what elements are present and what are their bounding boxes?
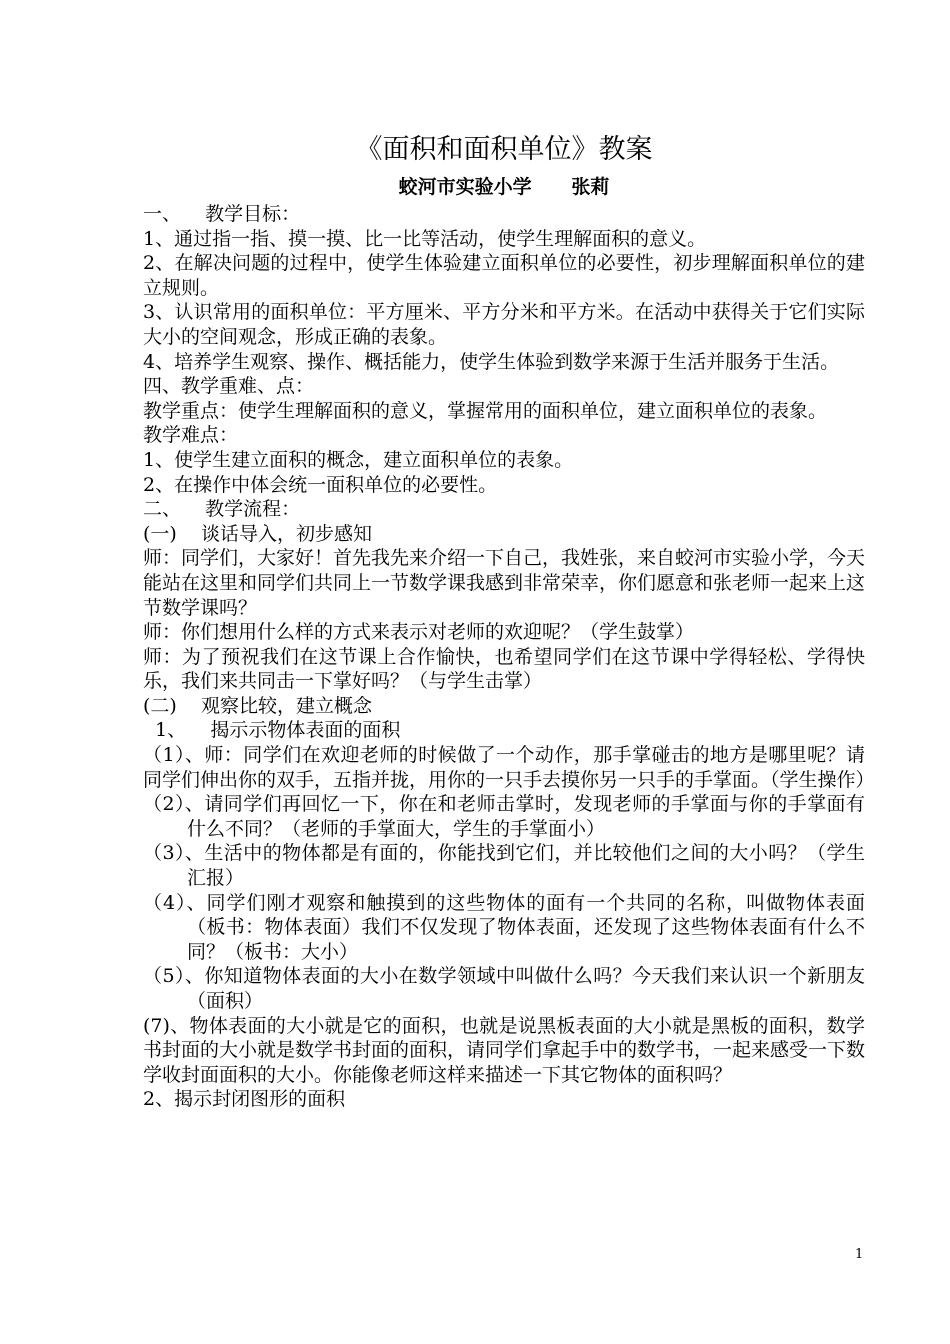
paragraph: 师：为了预祝我们在这节课上合作愉快，也希望同学们在这节课中学得轻松、学得快乐，我们来共同击一下掌好吗？（与学生击掌） <box>143 645 865 693</box>
paragraph: 师：你们想用什么样的方式来表示对老师的欢迎呢？（学生鼓掌） <box>143 621 695 644</box>
paragraph: 4、培养学生观察、操作、概括能力，使学生体验到数学来源于生活并服务于生活。 <box>143 350 840 373</box>
document-author: 蛟河市实验小学 张莉 <box>398 176 610 198</box>
paragraph: 教学重点：使学生理解面积的意义，掌握常用的面积单位，建立面积单位的表象。 <box>143 399 828 422</box>
paragraph: 2、在解决问题的过程中，使学生体验建立面积单位的必要性，初步理解面积单位的建立规则。 <box>143 252 865 299</box>
hanging-paragraph: （5）、你知道物体表面的大小在数学领域中叫做什么吗？今天我们来认识一个新朋友（面积） <box>143 965 865 1012</box>
page-number: 1 <box>855 1247 864 1262</box>
paragraph: 一、 教学目标： <box>143 203 301 225</box>
document-title: 《面积和面积单位》教案 <box>355 134 653 165</box>
paragraph: 2、揭示封闭图形的面积 <box>143 1088 346 1111</box>
paragraph: 师：同学们，大家好！首先我先来介绍一下自己，我姓张，来自蛟河市实验小学，今天能站在这里和同学们共同上一节数学课我感到非常荣幸，你们愿意和张老师一起来上这节数学课吗？ <box>143 547 866 619</box>
paragraph: 1、使学生建立面积的概念，建立面积单位的表象。 <box>143 448 574 471</box>
paragraph: 四、教学重难、点： <box>143 375 315 398</box>
paragraph: 2、在操作中体会统一面积单位的必要性。 <box>143 473 498 496</box>
document-page <box>143 128 875 1112</box>
paragraph: （1）、师：同学们在欢迎老师的时候做了一个动作，那手掌碰击的地方是哪里呢？请同学们伸出你的双手，五指并拢，用你的一只手去摸你另一只手的手掌面。（学生操作） <box>143 744 875 791</box>
paragraph: 3、认识常用的面积单位：平方厘米、平方分米和平方米。在活动中获得关于它们实际大小的空间观念，形成正确的表象。 <box>143 301 865 348</box>
paragraph: 教学难点： <box>143 424 239 447</box>
paragraph: 二、 教学流程： <box>143 498 301 521</box>
paragraph: 1、 揭示示物体表面的面积 <box>143 719 401 742</box>
hanging-paragraph: （2）、请同学们再回忆一下，你在和老师击掌时，发现老师的手掌面与你的手掌面有什么不同？（老师的手掌面大，学生的手掌面小） <box>143 793 865 840</box>
hanging-paragraph: （3）、生活中的物体都是有面的，你能找到它们，并比较他们之间的大小吗？（学生汇报） <box>143 842 865 890</box>
paragraph: 1、通过指一指、摸一摸、比一比等活动，使学生理解面积的意义。 <box>143 227 707 250</box>
paragraph: (7)、物体表面的大小就是它的面积，也就是说黑板表面的大小就是黑板的面积，数学书封面的大小就是数学书封面的面积，请同学们拿起手中的数学书，一起来感受一下数学收封面面积的大小。你能像老师这样来描述一下其它物体的面积吗？ <box>143 1014 866 1086</box>
paragraph: (二) 观察比较，建立概念 <box>143 694 372 717</box>
paragraph: (一) 谈话导入，初步感知 <box>143 522 372 545</box>
hanging-paragraph: （4）、同学们刚才观察和触摸到的这些物体的面有一个共同的名称，叫做物体表面（板书：物体表面）我们不仅发现了物体表面，还发现了这些物体表面有什么不同？（板书：大小） <box>143 891 865 963</box>
